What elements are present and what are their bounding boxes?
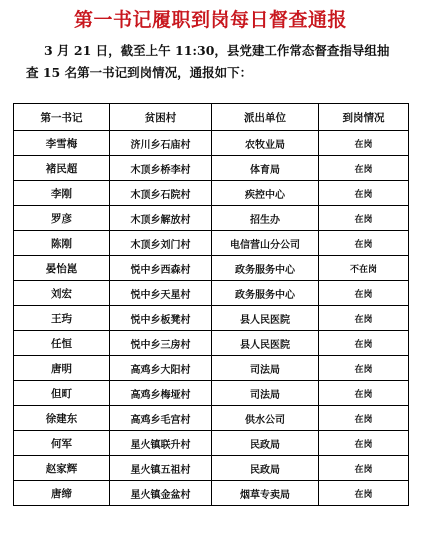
table-row bbox=[14, 406, 409, 431]
intro-line-1: 3 月 21 日，截至上午 11:30，县党建工作常态督查指导组抽 bbox=[44, 43, 390, 58]
cell-secretary: 褚民超 bbox=[14, 156, 110, 181]
cell-secretary: 李雪梅 bbox=[14, 131, 110, 156]
table-row bbox=[14, 156, 409, 181]
cell-status: 在岗 bbox=[319, 231, 409, 256]
cell-status: 在岗 bbox=[319, 306, 409, 331]
cell-unit: 电信营山分公司 bbox=[212, 231, 319, 256]
cell-secretary: 赵家辉 bbox=[14, 456, 110, 481]
table-row bbox=[14, 281, 409, 306]
cell-secretary: 唐缔 bbox=[14, 481, 110, 506]
document-title: 第一书记履职到岗每日督查通报 bbox=[73, 9, 347, 31]
cell-village: 高鸡乡大阳村 bbox=[110, 356, 212, 381]
cell-unit: 疾控中心 bbox=[212, 181, 319, 206]
cell-status: 在岗 bbox=[319, 431, 409, 456]
cell-status: 在岗 bbox=[319, 406, 409, 431]
cell-secretary: 但町 bbox=[14, 381, 110, 406]
table-row bbox=[14, 481, 409, 506]
table-row bbox=[14, 331, 409, 356]
cell-village: 星火镇五祖村 bbox=[110, 456, 212, 481]
cell-unit: 烟草专卖局 bbox=[212, 481, 319, 506]
cell-secretary: 何军 bbox=[14, 431, 110, 456]
cell-status: 在岗 bbox=[319, 206, 409, 231]
table-row bbox=[14, 381, 409, 406]
cell-village: 星火镇金盆村 bbox=[110, 481, 212, 506]
cell-unit: 司法局 bbox=[212, 381, 319, 406]
cell-village: 悦中乡西森村 bbox=[110, 256, 212, 281]
header-status: 到岗情况 bbox=[319, 104, 409, 131]
cell-status: 在岗 bbox=[319, 156, 409, 181]
cell-unit: 县人民医院 bbox=[212, 306, 319, 331]
cell-secretary: 罗彦 bbox=[14, 206, 110, 231]
cell-village: 高鸡乡毛宫村 bbox=[110, 406, 212, 431]
header-secretary: 第一书记 bbox=[14, 104, 110, 131]
intro-paragraph bbox=[26, 40, 406, 84]
table-row bbox=[14, 306, 409, 331]
cell-village: 木顶乡解放村 bbox=[110, 206, 212, 231]
table-row bbox=[14, 456, 409, 481]
cell-unit: 县人民医院 bbox=[212, 331, 319, 356]
cell-status: 不在岗 bbox=[319, 256, 409, 281]
cell-village: 悦中乡板凳村 bbox=[110, 306, 212, 331]
cell-status: 在岗 bbox=[319, 456, 409, 481]
cell-village: 悦中乡天星村 bbox=[110, 281, 212, 306]
cell-secretary: 陈刚 bbox=[14, 231, 110, 256]
cell-status: 在岗 bbox=[319, 281, 409, 306]
table-row bbox=[14, 181, 409, 206]
header-unit: 派出单位 bbox=[212, 104, 319, 131]
cell-unit: 司法局 bbox=[212, 356, 319, 381]
cell-unit: 供水公司 bbox=[212, 406, 319, 431]
cell-status: 在岗 bbox=[319, 331, 409, 356]
cell-status: 在岗 bbox=[319, 481, 409, 506]
inspection-table bbox=[13, 103, 409, 506]
cell-unit: 民政局 bbox=[212, 456, 319, 481]
cell-secretary: 李刚 bbox=[14, 181, 110, 206]
cell-secretary: 刘宏 bbox=[14, 281, 110, 306]
cell-status: 在岗 bbox=[319, 131, 409, 156]
cell-unit: 政务服务中心 bbox=[212, 256, 319, 281]
cell-status: 在岗 bbox=[319, 381, 409, 406]
cell-secretary: 晏怡崑 bbox=[14, 256, 110, 281]
table-header-row bbox=[14, 104, 409, 131]
table-row bbox=[14, 256, 409, 281]
cell-secretary: 唐明 bbox=[14, 356, 110, 381]
table-row bbox=[14, 131, 409, 156]
cell-secretary: 徐建东 bbox=[14, 406, 110, 431]
cell-secretary: 王玙 bbox=[14, 306, 110, 331]
cell-village: 济川乡石庙村 bbox=[110, 131, 212, 156]
cell-unit: 政务服务中心 bbox=[212, 281, 319, 306]
cell-village: 高鸡乡梅垭村 bbox=[110, 381, 212, 406]
table-body bbox=[14, 131, 409, 506]
header-village: 贫困村 bbox=[110, 104, 212, 131]
cell-unit: 体育局 bbox=[212, 156, 319, 181]
cell-unit: 民政局 bbox=[212, 431, 319, 456]
cell-unit: 农牧业局 bbox=[212, 131, 319, 156]
cell-village: 木顶乡刘门村 bbox=[110, 231, 212, 256]
table-row bbox=[14, 231, 409, 256]
table-row bbox=[14, 206, 409, 231]
cell-village: 木顶乡桥李村 bbox=[110, 156, 212, 181]
cell-village: 木顶乡石院村 bbox=[110, 181, 212, 206]
intro-line-2: 查 15 名第一书记到岗情况，通报如下： bbox=[26, 65, 253, 80]
cell-status: 在岗 bbox=[319, 356, 409, 381]
cell-village: 悦中乡三房村 bbox=[110, 331, 212, 356]
cell-secretary: 任恒 bbox=[14, 331, 110, 356]
cell-status: 在岗 bbox=[319, 181, 409, 206]
cell-village: 星火镇联升村 bbox=[110, 431, 212, 456]
table-row bbox=[14, 431, 409, 456]
table-row bbox=[14, 356, 409, 381]
cell-unit: 招生办 bbox=[212, 206, 319, 231]
